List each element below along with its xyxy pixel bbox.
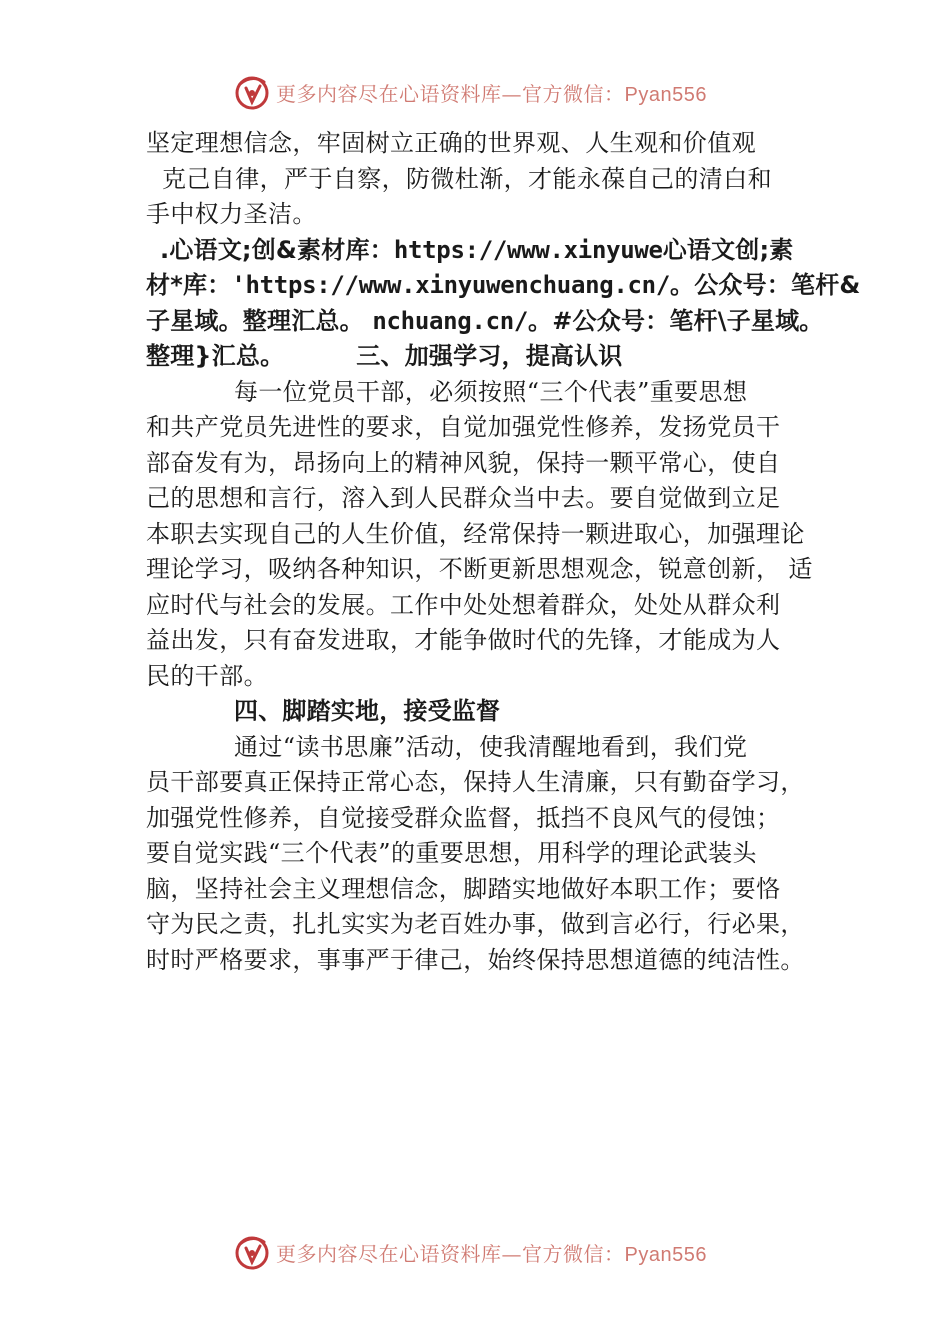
footer-banner-text: 更多内容尽在心语资料库—官方微信：Pyan556	[276, 1241, 707, 1266]
paragraph-4-line-4: 要自觉实践“三个代表”的重要思想，用科学的理论武装头	[146, 839, 757, 867]
watermark-line-1: .心语文;创&素材库：https://www.xinyuwe心语文创;素	[160, 235, 794, 264]
paragraph-1-line-2: 克己自律，严于自察，防微杜渐，才能永葆自己的清白和	[162, 164, 772, 193]
watermark-line-4: 整理}汇总。 三、加强学习，提高认识	[146, 342, 623, 370]
header-banner-text: 更多内容尽在心语资料库—官方微信：Pyan556	[276, 81, 707, 106]
footer-banner	[232, 1232, 752, 1272]
watermark-line-3: 子星域。整理汇总。 nchuang.cn/。#公众号：笔杆\子星域。	[146, 306, 824, 335]
paragraph-3-line-8: 益出发，只有奋发进取，才能争做时代的先锋，才能成为人	[146, 626, 781, 654]
section-4-heading: 四、脚踏实地，接受监督	[234, 697, 501, 725]
paragraph-4-line-3: 加强党性修养，自觉接受群众监督，抵挡不良风气的侵蚀；	[146, 803, 781, 832]
brand-logo-icon	[232, 1232, 272, 1272]
header-wechat-handle: Pyan556	[624, 83, 707, 106]
paragraph-4-line-6: 守为民之责，扎扎实实为老百姓办事，做到言必行，行必果，	[146, 910, 805, 938]
paragraph-3-line-2: 和共产党员先进性的要求，自觉加强党性修养，发扬党员干	[146, 413, 781, 441]
paragraph-3-line-9: 民的干部。	[146, 661, 268, 690]
paragraph-3-line-3: 部奋发有为，昂扬向上的精神风貌，保持一颗平常心，使自	[146, 448, 781, 477]
paragraph-3-line-7: 应时代与社会的发展。工作中处处想着群众，处处从群众利	[146, 590, 781, 619]
paragraph-3-line-5: 本职去实现自己的人生价值，经常保持一颗进取心，加强理论	[146, 519, 805, 548]
brand-logo-icon	[232, 72, 272, 112]
paragraph-4-line-2: 员干部要真正保持正常心态，保持人生清廉，只有勤奋学习，	[146, 768, 805, 796]
paragraph-1-line-1: 坚定理想信念，牢固树立正确的世界观、人生观和价值观	[146, 129, 756, 157]
paragraph-1-line-3: 手中权力圣洁。	[146, 200, 317, 228]
watermark-line-2: 材*库：'https://www.xinyuwenchuang.cn/。公众号：笔杆&	[146, 271, 861, 299]
paragraph-3-line-1: 每一位党员干部，必须按照“三个代表”重要思想	[234, 377, 748, 406]
paragraph-3-line-4: 己的思想和言行，溶入到人民群众当中去。要自觉做到立足	[146, 484, 781, 512]
paragraph-4-line-5: 脑，坚持社会主义理想信念，脚踏实地做好本职工作；要恪	[146, 874, 781, 903]
section-3-heading: 三、加强学习，提高认识	[356, 342, 623, 370]
document-body	[146, 126, 861, 978]
paragraph-4-line-1: 通过“读书思廉”活动，使我清醒地看到，我们党	[234, 732, 748, 761]
paragraph-4-line-7: 时时严格要求，事事严于律己，始终保持思想道德的纯洁性。	[146, 945, 805, 974]
paragraph-3-line-6: 理论学习，吸纳各种知识，不断更新思想观念，锐意创新， 适	[146, 555, 813, 583]
header-banner	[232, 72, 752, 112]
footer-wechat-handle: Pyan556	[624, 1243, 707, 1266]
